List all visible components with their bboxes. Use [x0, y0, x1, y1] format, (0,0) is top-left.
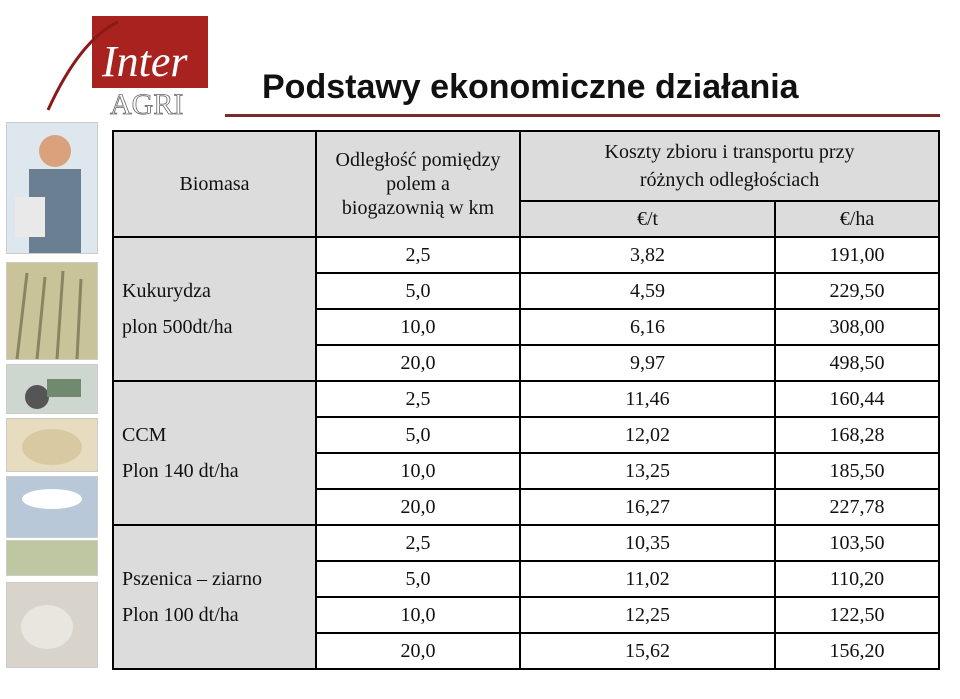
cost-per-t-cell: 11,46 [520, 381, 775, 417]
cost-per-t-cell: 3,82 [520, 237, 775, 273]
group-yield: plon 500dt/ha [122, 316, 233, 338]
cost-per-ha-cell: 122,50 [775, 597, 939, 633]
group-pszenica [113, 525, 316, 669]
cost-per-t-cell: 6,16 [520, 309, 775, 345]
group-name: Kukurydza [122, 280, 211, 302]
page-title: Podstawy ekonomiczne działania [262, 68, 799, 106]
title-underline [225, 114, 940, 117]
distance-cell: 20,0 [316, 489, 520, 525]
cost-table [112, 130, 940, 670]
cost-per-t-cell: 9,97 [520, 345, 775, 381]
header-distance: Odległość pomiędzy polem a biogazownią w km [316, 131, 520, 237]
cost-per-ha-cell: 191,00 [775, 237, 939, 273]
distance-cell: 10,0 [316, 309, 520, 345]
cost-per-ha-cell: 227,78 [775, 489, 939, 525]
header-unit-per-ha: €/ha [775, 201, 939, 237]
cost-per-ha-cell: 308,00 [775, 309, 939, 345]
wheat-photo [6, 262, 98, 360]
distance-cell: 5,0 [316, 417, 520, 453]
cost-per-t-cell: 4,59 [520, 273, 775, 309]
cost-per-t-cell: 15,62 [520, 633, 775, 669]
distance-cell: 2,5 [316, 237, 520, 273]
cost-per-ha-cell: 185,50 [775, 453, 939, 489]
svg-text:AGRI: AGRI [110, 88, 184, 120]
group-kukurydza [113, 237, 316, 381]
tractor-photo [6, 364, 98, 414]
cost-per-t-cell: 13,25 [520, 453, 775, 489]
distance-cell: 10,0 [316, 453, 520, 489]
cost-per-ha-cell: 160,44 [775, 381, 939, 417]
cost-per-ha-cell: 110,20 [775, 561, 939, 597]
cost-per-t-cell: 11,02 [520, 561, 775, 597]
cost-per-t-cell: 12,02 [520, 417, 775, 453]
distance-cell: 20,0 [316, 633, 520, 669]
header-biomasa: Biomasa [113, 131, 316, 237]
group-name: CCM [122, 424, 167, 446]
cost-table-wrapper [112, 130, 938, 696]
header-unit-per-t: €/t [520, 201, 775, 237]
distance-cell: 2,5 [316, 525, 520, 561]
svg-text:Inter: Inter [102, 37, 188, 86]
distance-cell: 20,0 [316, 345, 520, 381]
cost-per-ha-cell: 229,50 [775, 273, 939, 309]
field-photo [6, 540, 98, 576]
group-ccm [113, 381, 316, 525]
distance-cell: 5,0 [316, 273, 520, 309]
inter-agri-logo [40, 10, 220, 120]
hay-photo [6, 418, 98, 472]
cost-per-t-cell: 10,35 [520, 525, 775, 561]
sky-photo [6, 476, 98, 538]
cost-per-ha-cell: 103,50 [775, 525, 939, 561]
cost-per-ha-cell: 168,28 [775, 417, 939, 453]
cost-per-t-cell: 16,27 [520, 489, 775, 525]
farmer-photo [6, 122, 98, 254]
distance-cell: 5,0 [316, 561, 520, 597]
cost-per-t-cell: 12,25 [520, 597, 775, 633]
group-yield: Plon 100 dt/ha [122, 604, 239, 626]
cost-per-ha-cell: 498,50 [775, 345, 939, 381]
distance-cell: 2,5 [316, 381, 520, 417]
distance-cell: 10,0 [316, 597, 520, 633]
group-name: Pszenica – ziarno [122, 568, 262, 590]
group-yield: Plon 140 dt/ha [122, 460, 239, 482]
cost-per-ha-cell: 156,20 [775, 633, 939, 669]
animals-photo [6, 582, 98, 668]
header-costs: Koszty zbioru i transportu przy różnych odległościach [520, 131, 939, 201]
